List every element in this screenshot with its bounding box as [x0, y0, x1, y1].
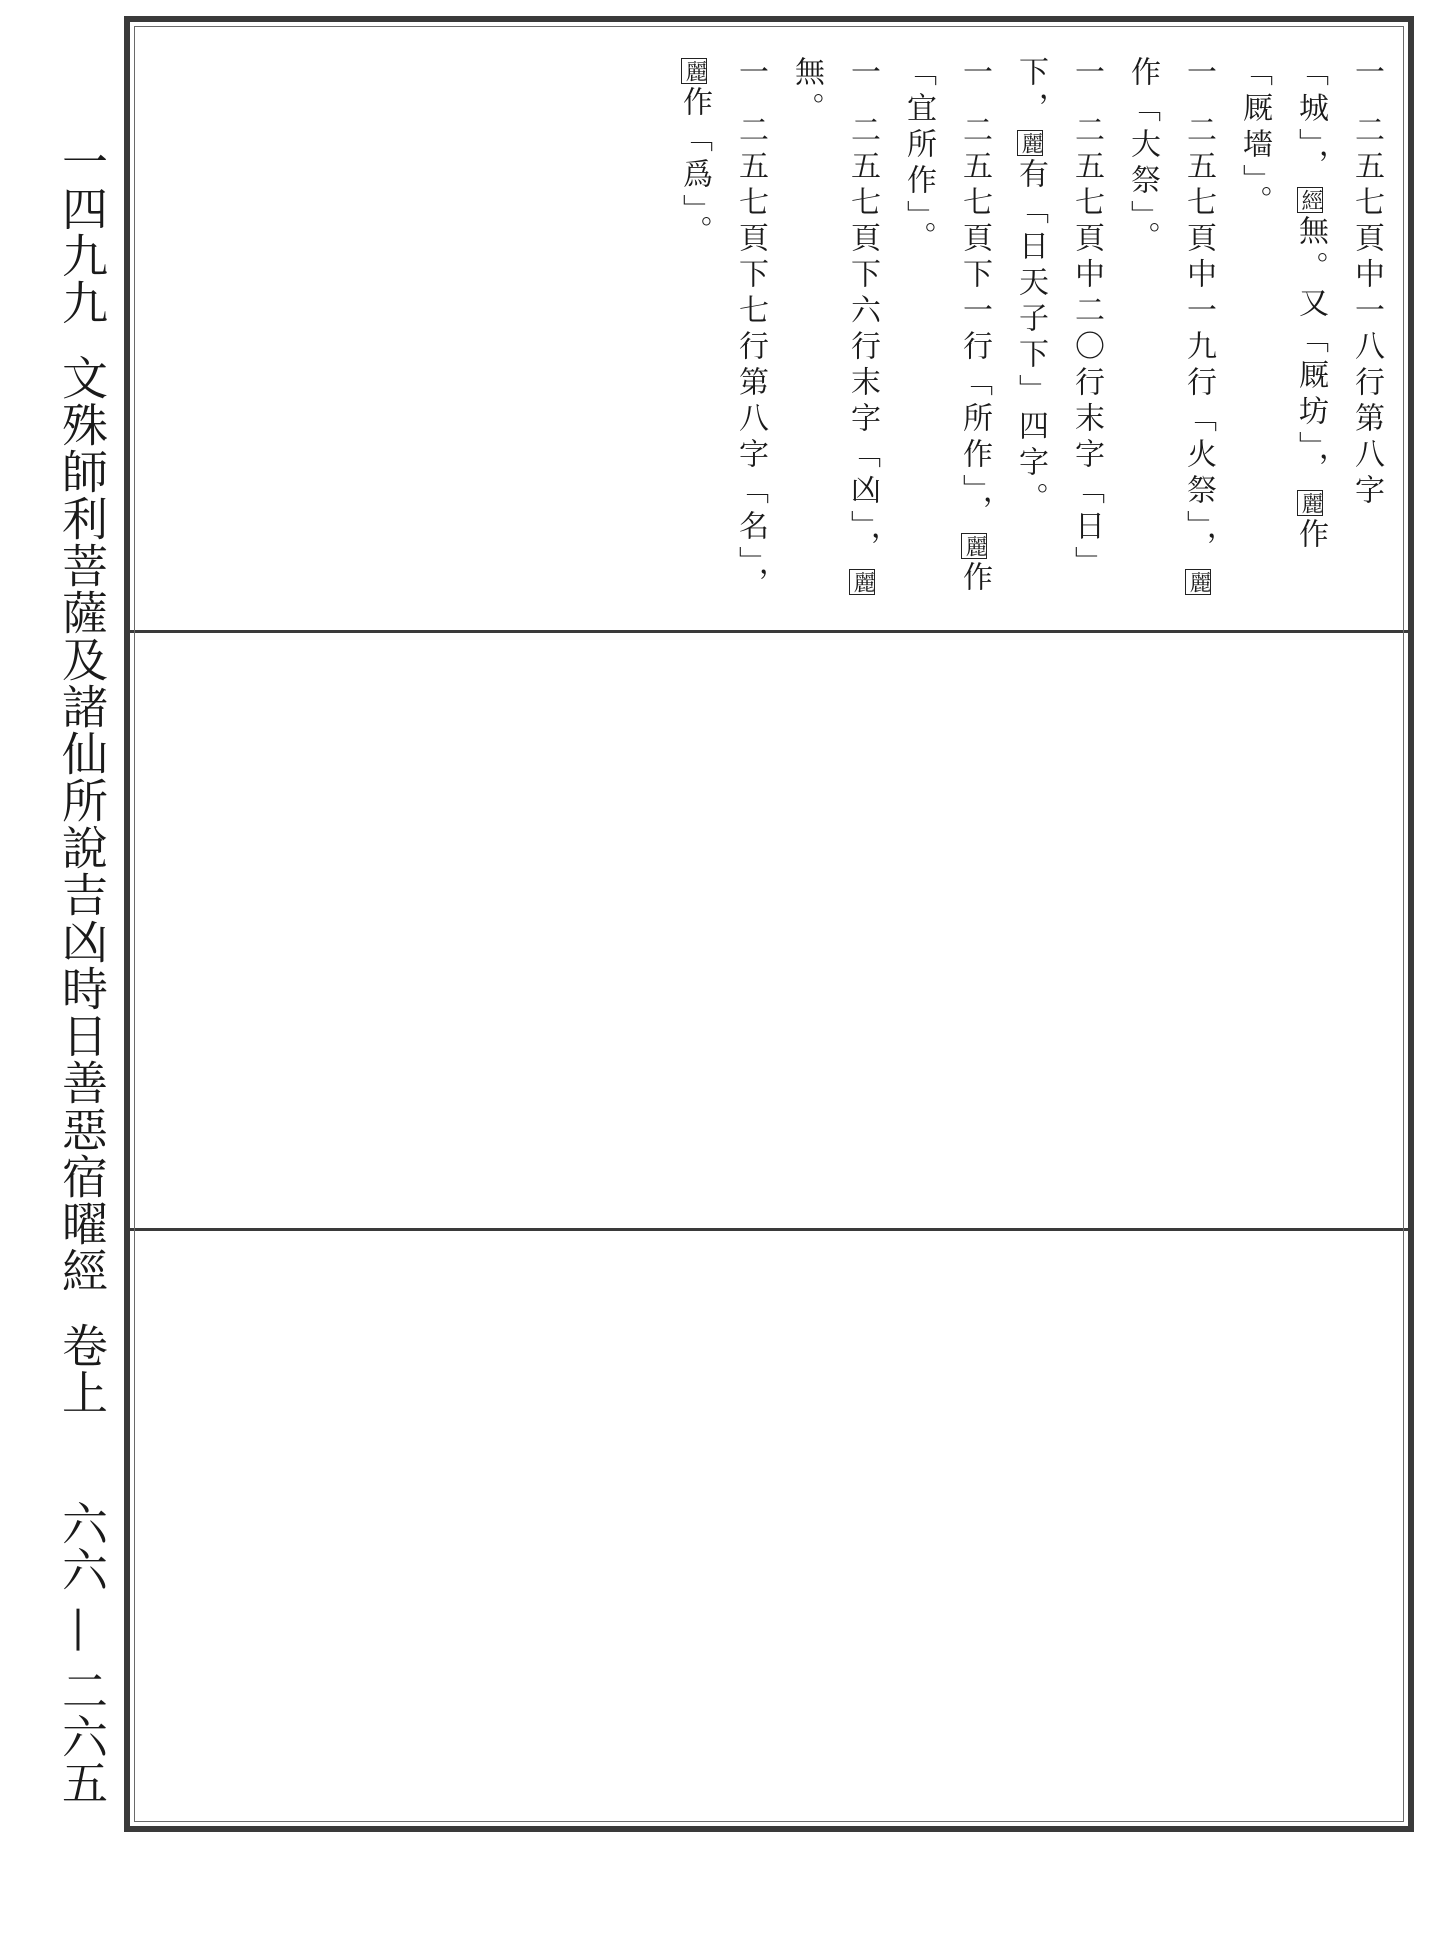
- note-text: 二五七頁下七行第八字「名」，: [733, 114, 768, 603]
- edition-tag: 麗: [682, 60, 707, 82]
- note-text: 二五七頁中一八行第八字「城」，: [1293, 56, 1384, 510]
- note-bullet: 一: [1349, 56, 1384, 92]
- sutra-title: 文殊師利菩薩及諸仙所說吉凶時日善惡宿曜經: [55, 354, 109, 1294]
- collation-notes: [666, 56, 1394, 616]
- page-number: 六六 — 二六五: [55, 1500, 109, 1806]
- note-text: 作「厩墻」。: [1237, 56, 1328, 554]
- note-text: 二五七頁中一九行「火祭」，: [1181, 114, 1216, 567]
- note-text: 二五七頁中二〇行末字「日」下，: [1013, 56, 1104, 582]
- note-text: 作「大祭」。: [1125, 56, 1160, 257]
- note-bullet: 一: [1181, 56, 1216, 92]
- note-text: 有「日天子下」四字。: [1013, 158, 1048, 518]
- note-2: [1114, 56, 1226, 616]
- note-bullet: 一: [845, 56, 880, 92]
- note-text: 無。又「厩坊」，: [1293, 215, 1328, 488]
- page-serial: 一四九九: [55, 138, 109, 326]
- margin-title: [52, 138, 112, 1416]
- note-3: [1002, 56, 1114, 616]
- note-text: 無。: [789, 56, 824, 128]
- note-text: 二五七頁下六行末字「凶」，: [845, 114, 880, 567]
- note-text: 二五七頁下一行「所作」，: [957, 114, 992, 531]
- page-frame: [124, 16, 1414, 1832]
- edition-tag: 麗: [1298, 492, 1323, 514]
- edition-tag: 麗: [850, 571, 875, 593]
- note-bullet: 一: [957, 56, 992, 92]
- edition-tag: 麗: [962, 535, 987, 557]
- note-text: 作「爲」。: [677, 86, 712, 251]
- edition-tag: 麗: [1186, 571, 1211, 593]
- note-text: 作「宜所作」。: [901, 56, 992, 597]
- volume-label: 卷上: [55, 1322, 109, 1416]
- edition-tag: 經: [1298, 189, 1323, 211]
- edition-tag: 麗: [1018, 132, 1043, 154]
- note-1: [1226, 56, 1394, 616]
- section-divider: [130, 1228, 1408, 1231]
- note-5: [778, 56, 890, 616]
- note-4: [890, 56, 1002, 616]
- note-6: [666, 56, 778, 616]
- section-divider: [130, 630, 1408, 633]
- note-bullet: 一: [1069, 56, 1104, 92]
- note-bullet: 一: [733, 56, 768, 92]
